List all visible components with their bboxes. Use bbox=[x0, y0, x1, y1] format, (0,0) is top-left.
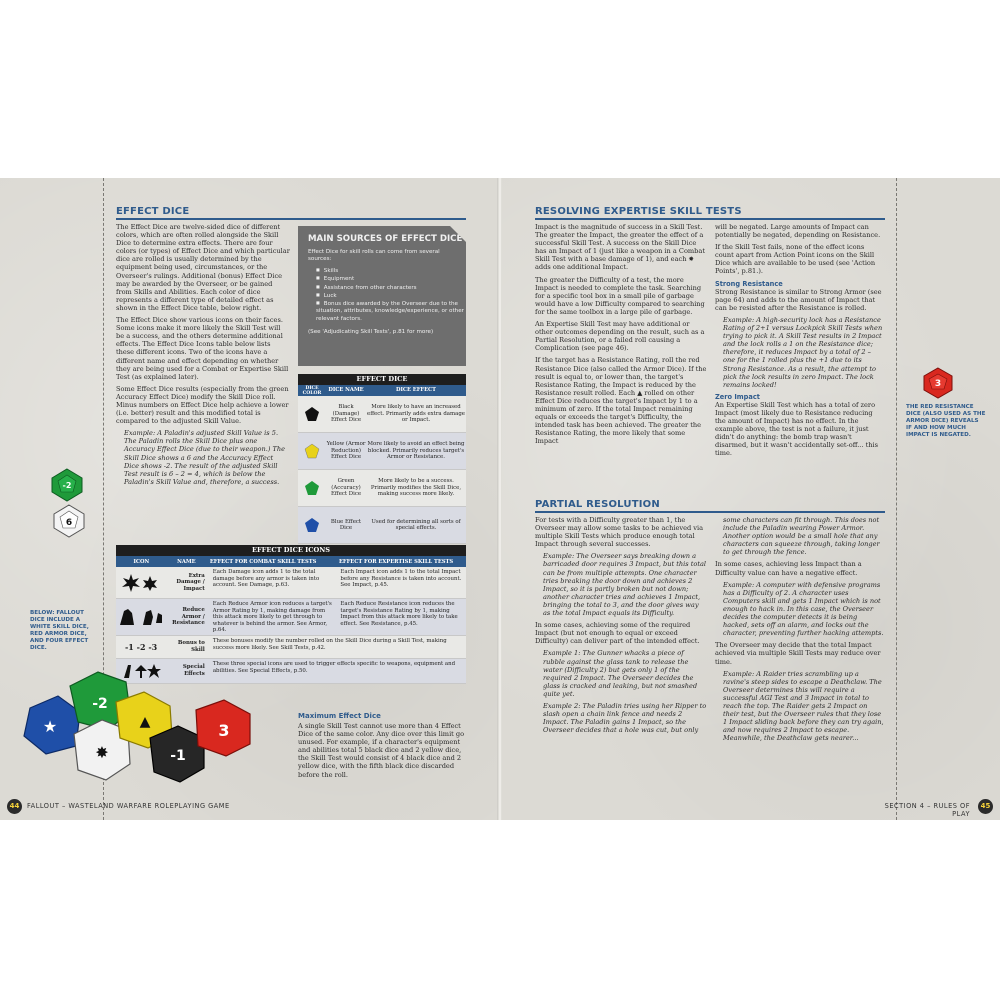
column-header: ICON bbox=[133, 558, 150, 565]
icon-name: Special Effects bbox=[182, 664, 205, 677]
example-text: Example 1: The Gunner whacks a piece of rubble against the glass tank to release the water (Difficulty 2) but gets only 1 of the required 2 Impact. The Overseer decides the glass is cracked and leaking, but not smashed quite yet. bbox=[543, 649, 698, 698]
dice-name: Green (Accuracy) Effect Dice bbox=[330, 478, 362, 498]
column-header: DICE COLOR bbox=[302, 385, 322, 396]
table-caption: EFFECT DICE bbox=[298, 374, 466, 385]
table-row bbox=[298, 507, 466, 544]
table-header bbox=[116, 556, 466, 567]
box-corner bbox=[450, 226, 466, 242]
icon-name: Bonus to Skill bbox=[177, 640, 205, 653]
main-sources-box bbox=[298, 226, 466, 366]
paragraph: Some Effect Dice results (especially from the green Accuracy Effect Dice) modify the Skill Dice roll. Minus numbers on Effect Dice help achieve a lower (i.e. better) result and this modified total is compared to the adjusted Skill Value. bbox=[116, 384, 289, 426]
partial-resolution-heading: PARTIAL RESOLUTION bbox=[535, 499, 885, 513]
paragraph: will be negated. Large amounts of Impact can potentially be negated, depending on Resistance. bbox=[715, 223, 881, 240]
main-sources-intro: Effect Dice for skill rolls can come from several sources: bbox=[308, 249, 440, 262]
resolving-heading: RESOLVING EXPERTISE SKILL TESTS bbox=[535, 206, 885, 220]
example-text: Example: The Overseer says breaking down a barricaded door requires 3 Impact, but this total can be from multiple attempts. One character tries breaking the door down and achieves 2 Impact, so it is partly broken but not down; another character tries and achieves 1 Impact, bringing the total to 3, and the door gives way as the total Impact equals its Difficulty. bbox=[543, 552, 707, 618]
dice-color-swatch bbox=[298, 406, 326, 422]
footer-title: FALLOUT – WASTELAND WARFARE ROLEPLAYING GAME bbox=[27, 802, 230, 810]
combat-effect: These three special icons are used to trigger effects specific to weapons, equipment and abilities. See Special Effects, p.50. bbox=[212, 661, 456, 674]
paragraph: If the Skill Test fails, none of the effect icons count apart from Action Point icons on the Skill Dice which are available to be used (see 'Action Points', p.81.). bbox=[715, 243, 876, 276]
column-header: DICE NAME bbox=[328, 387, 364, 394]
list-item: ■ Bonus dice awarded by the Overseer due to the situation, attributes, knowledge/experience, or other relevant factors. bbox=[316, 300, 466, 323]
red-dice-image bbox=[922, 367, 954, 399]
example-text: Example: A Raider tries scrambling up a ravine's steep sides to escape a Deathclaw. The Overseer determines this will require a successful AGI Test and 3 Impact in total to reach the top. The Raider gets 2 Impact on their test, but the Overseer rules that they lose 1 Impact sliding back before they can try again, and now requires 2 Impact to escape. Meanwhile, the Deathclaw gets nearer... bbox=[723, 669, 884, 743]
svg-text:▲: ▲ bbox=[139, 714, 151, 730]
dice-name: Blue Effect Dice bbox=[330, 518, 362, 531]
white-dice-value: 6 bbox=[65, 518, 73, 528]
dice-pile-image bbox=[18, 668, 258, 788]
column-header: NAME bbox=[177, 558, 196, 565]
dice-effect: More likely to have an increased effect. Primarily adds extra damage or Impact. bbox=[367, 404, 465, 424]
table-row bbox=[116, 567, 466, 599]
example-text: some characters can fit through. This does not include the Paladin wearing Power Armor. Another option would be a small hole that any characters can squeeze through, taking longer to get through the fence. bbox=[723, 516, 880, 557]
paragraph: An Expertise Skill Test which has a total of zero Impact (most likely due to Resistance reducing the amount of Impact) has no effect. In the example above, the test is not a failure, it just didn't do anything: the bomb trap wasn't disarmed, but it wasn't accidentally set-off... this time. bbox=[715, 400, 878, 458]
paragraph: Impact is the magnitude of success in a Skill Test. The greater the Impact, the greater the effect of a successful Skill Test. A success on the Skill Dice has an Impact of 1 (just like a weapon in a Combat Skill Test with a base damage of 1), and each ✸ adds one additional Impact. bbox=[535, 223, 705, 272]
right-page bbox=[502, 178, 1000, 820]
paragraph: For tests with a Difficulty greater than 1, the Overseer may allow some tasks to be achieved via multiple Skill Tests which produce enough total Impact through several successes. bbox=[535, 516, 704, 549]
icon-name: Extra Damage / Impact bbox=[176, 572, 205, 592]
table-row bbox=[298, 433, 466, 470]
list-item: ■ Assistance from other characters bbox=[316, 284, 466, 292]
zero-impact-heading: Zero Impact bbox=[715, 392, 760, 401]
main-sources-note: (See 'Adjudicating Skill Tests', p.81 for more) bbox=[308, 329, 434, 336]
dice-name: Black (Damage) Effect Dice bbox=[330, 404, 362, 424]
footer-title: SECTION 4 – RULES OF PLAY bbox=[884, 802, 970, 818]
table-row bbox=[116, 636, 466, 659]
svg-text:3: 3 bbox=[218, 721, 230, 740]
red-dice-value: 3 bbox=[934, 379, 942, 389]
table-row bbox=[298, 470, 466, 507]
example-text: Example 2: The Paladin tries using her Ripper to slash open a chain link fence and needs 2 Impact. The Paladin gains 1 Impact, so the Overseer decides that a hole was cut, but only bbox=[543, 701, 707, 735]
svg-text:★: ★ bbox=[42, 717, 58, 736]
combat-effect: Each Damage icon adds 1 to the total damage before any armor is taken into account. See Damage, p.63. bbox=[212, 569, 320, 589]
dice-effect: Used for determining all sorts of special effects. bbox=[371, 518, 461, 531]
paragraph: The Effect Dice are twelve-sided dice of different colors, which are often rolled alongside the Skill Dice to determine extra effects. There are four colors (or types) of Effect Dice and which particular dice are rolled is usually determined by the equipment being used, circumstances, or the Overseer's rulings. Additional (bonus) Effect Dice may be awarded by the Overseer, or be gained from Skills and Abilities. Each color of dice represents a different type of detailed effect as shown in the Effect Dice table, below right. bbox=[116, 223, 290, 312]
table-caption: EFFECT DICE ICONS bbox=[116, 545, 466, 556]
blue-dice bbox=[24, 696, 80, 754]
resolving-col1 bbox=[535, 223, 707, 449]
paragraph: In some cases, achieving some of the required Impact (but not enough to equal or exceed Difficulty) can deliver part of the intended effect. bbox=[535, 621, 700, 646]
combat-effect: These bonuses modify the number rolled on the Skill Dice during a Skill Test, making success more likely. See Skill Tests, p.42. bbox=[212, 638, 447, 651]
sources-list bbox=[308, 267, 466, 323]
strong-resistance-heading: Strong Resistance bbox=[715, 279, 783, 288]
paragraph: If the target has a Resistance Rating, roll the red Resistance Dice (also called the Armor Dice). If the result is equal to, or lower than, the target's Resistance Rating, the Impact is reduced by the Resistance result rolled. Each ▲ rolled on other Effect Dice reduces the target's Impact by 1 to a minimum of zero. If the total Impact remaining equals or exceeds the target's Difficulty, the intended task has been achieved. The greater the Resistance Rating, the more likely that some Impact bbox=[535, 356, 707, 446]
paragraph: Strong Resistance is similar to Strong Armor (see page 64) and adds to the amount of Impact that can be resisted after the Resistance is rolled. bbox=[715, 287, 882, 312]
expertise-effect: Each Impact icon adds 1 to the total Impact before any Resistance is taken into account. See Impact, p.45. bbox=[340, 569, 462, 589]
partial-col2 bbox=[715, 516, 885, 746]
dice-name: Yellow (Armor Reduction) Effect Dice bbox=[326, 441, 366, 461]
list-item: ■ Equipment bbox=[316, 275, 466, 283]
table-header bbox=[298, 385, 466, 396]
max-effect-heading: Maximum Effect Dice bbox=[298, 712, 381, 720]
paragraph: In some cases, achieving less Impact than a Difficulty value can have a negative effect. bbox=[715, 560, 862, 577]
icon-name: Reduce Armor / Resistance bbox=[172, 607, 205, 627]
table-row bbox=[298, 396, 466, 433]
column-header: EFFECT FOR COMBAT SKILL TESTS bbox=[209, 558, 317, 565]
red-dice bbox=[196, 700, 250, 756]
effect-dice-heading: EFFECT DICE bbox=[116, 206, 466, 220]
svg-text:-1: -1 bbox=[170, 748, 186, 764]
paragraph: The greater the Difficulty of a test, the more Impact is needed to complete the task. Searching for a specific tool box in a small pile of garbage would have a low Difficulty compared to searching for the same toolbox in a large pile of garbage. bbox=[535, 275, 705, 316]
partial-col1 bbox=[535, 516, 707, 738]
list-item: ■ Luck bbox=[316, 292, 466, 300]
dice-color-swatch bbox=[298, 517, 326, 533]
svg-text:✸: ✸ bbox=[95, 743, 109, 762]
effect-dice-icons-table bbox=[116, 545, 466, 684]
table-body bbox=[298, 396, 466, 544]
starburst-icon bbox=[116, 567, 166, 598]
dice-effect: More likely to avoid an effect being blocked. Primarily reduces target's Armor or Resistance. bbox=[367, 441, 465, 461]
dice-color-swatch bbox=[298, 443, 326, 459]
table-row bbox=[116, 599, 466, 636]
example-text: Example: A computer with defensive programs has a Difficulty of 2. A character uses Computers skill and gets 1 Impact which is not enough to hack in. In this case, the Overseer decides the computer detects it is being hacked, sets off an alarm, and locks out the character, preventing further hacking attempts. bbox=[723, 580, 884, 638]
list-item: ■ Skills bbox=[316, 267, 466, 275]
main-sources-title: MAIN SOURCES OF EFFECT DICE bbox=[308, 234, 463, 244]
dice-caption: BELOW: FALLOUT DICE INCLUDE A WHITE SKILL DICE, RED ARMOR DICE, AND FOUR EFFECT DICE. bbox=[30, 610, 89, 651]
example-text: Example: A Paladin's adjusted Skill Value is 5. The Paladin rolls the Skill Dice plus one Accuracy Effect Dice (due to their weapon.) The Skill Dice shows a 6 and the Accuracy Effect Dice shows -2. The result of the adjusted Skill Test result is 6 – 2 = 4, which is below the Paladin's Skill Value and, therefore, a success. bbox=[124, 429, 286, 486]
dice-color-swatch bbox=[298, 480, 326, 496]
book-spread bbox=[0, 178, 1000, 820]
paragraph: The Overseer may decide that the total Impact achieved via multiple Skill Tests may reduce over time. bbox=[715, 641, 881, 666]
red-dice-caption: THE RED RESISTANCE DICE (ALSO USED AS THE ARMOR DICE) REVEALS IF AND HOW MUCH IMPACT IS NEGATED. bbox=[906, 404, 986, 438]
white-dice-image bbox=[52, 504, 86, 538]
page-number: 44 bbox=[7, 799, 22, 814]
expertise-effect: Each Reduce Resistance icon reduces the target's Resistance Rating by 1, making Impact from this attack more likely to take effect. See Resistance, p.45. bbox=[340, 601, 458, 627]
green-dice-value: -2 bbox=[62, 481, 72, 490]
combat-effect: Each Reduce Armor icon reduces a target's Armor Rating by 1, making damage from this attack more likely to get through to whatever is behind the armor. See Armor, p.64. bbox=[212, 601, 332, 634]
paragraph: An Expertise Skill Test may have additional or other outcomes depending on the result, such as a Partial Resolution, or a failed roll causing a Complication (see page 46). bbox=[535, 320, 705, 353]
max-effect-text: A single Skill Test cannot use more than 4 Effect Dice of the same color. Any dice over this limit go unused. For example, if a character's equipment and abilities total 5 black dice and 2 yellow dice, the Skill Test would consist of 4 black dice and 2 yellow dice, with the fifth black dice discarded before the roll. bbox=[298, 722, 465, 779]
page-number: 45 bbox=[978, 799, 993, 814]
green-dice-image bbox=[50, 468, 84, 502]
dice-effect: More likely to be a success. Primarily modifies the Skill Dice, making success more likely. bbox=[370, 478, 462, 498]
column-header: EFFECT FOR EXPERTISE SKILL TESTS bbox=[338, 558, 454, 565]
effect-dice-text bbox=[116, 223, 290, 490]
black-dice bbox=[150, 726, 204, 782]
effect-dice-table bbox=[298, 374, 466, 544]
left-page bbox=[0, 178, 498, 820]
resolving-col2 bbox=[715, 223, 885, 462]
paragraph: The Effect Dice show various icons on their faces. Some icons make it more likely the Skill Test will be a success, and the others determine additional effects. The Effect Dice Icons table below lists these different icons. Two of the icons have a different name and effect depending on whether they are being used for a Combat or Expertise Skill Test (as explained later). bbox=[116, 316, 289, 381]
example-text: Example: A high-security lock has a Resistance Rating of 2+1 versus Lockpick Skill Tests when trying to pick it. A Skill Test results in 2 Impact and the lock rolls a 1 on the Resistance dice; therefore, it reduces Impact by a total of 2 – one for the 1 rolled plus the +1 due to its Strong Resistance. As a result, the attempt to pick the lock results in zero Impact. The lock remains locked! bbox=[723, 315, 883, 389]
bonus-numbers-icon: -1 -2 -3 bbox=[124, 641, 158, 652]
svg-text:-2: -2 bbox=[92, 696, 108, 712]
margin-guide bbox=[896, 178, 897, 820]
column-header: DICE EFFECT bbox=[395, 387, 437, 394]
broken-armor-icon bbox=[116, 599, 166, 635]
